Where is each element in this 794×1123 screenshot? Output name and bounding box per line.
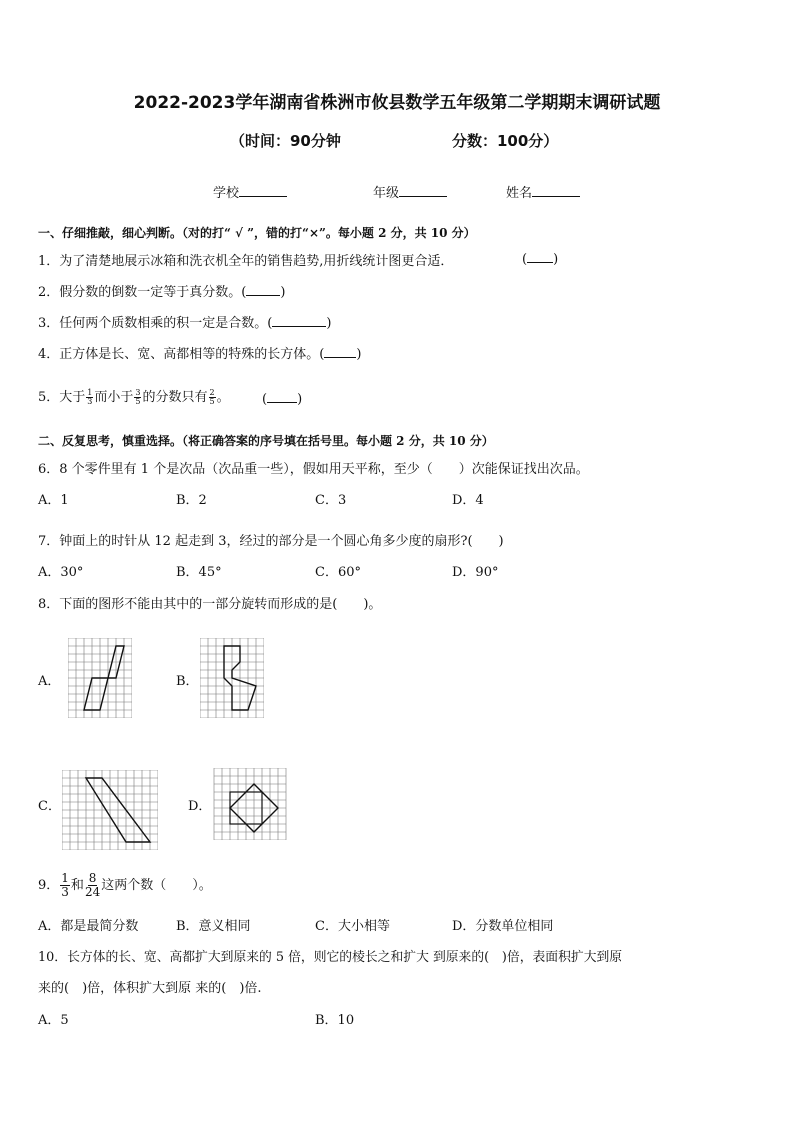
- paren-open: (: [267, 316, 273, 331]
- q8-option-a-label[interactable]: A．: [38, 674, 61, 689]
- name-label: 姓名: [506, 186, 533, 201]
- question-3-text: 3．任何两个质数相乘的积一定是合数。: [38, 316, 268, 331]
- grade-blank[interactable]: [399, 184, 447, 197]
- q7-option-c[interactable]: C．60°: [315, 565, 361, 580]
- q7-option-d[interactable]: D．90°: [452, 565, 499, 580]
- q8-option-d-label[interactable]: D．: [188, 799, 212, 814]
- q9-option-b[interactable]: B．意义相同: [176, 919, 251, 934]
- fraction-three-fifths: $\frac{3}{5}$: [135, 388, 141, 406]
- q9-option-c[interactable]: C．大小相等: [315, 919, 390, 934]
- q8-option-c-label[interactable]: C．: [38, 799, 61, 814]
- fraction-two-fifths: $\frac{2}{5}$: [209, 388, 215, 406]
- paren-close: ): [280, 285, 286, 300]
- question-1-text: 1．为了清楚地展示冰箱和洗衣机全年的销售趋势,用折线统计图更合适．: [38, 254, 454, 269]
- paren-close: ): [356, 347, 362, 362]
- question-8: 8．下面的图形不能由其中的一部分旋转而形成的是( )。: [38, 597, 382, 612]
- q8-figure-c[interactable]: [62, 770, 158, 850]
- q7-option-b[interactable]: B．45°: [176, 565, 222, 580]
- school-blank[interactable]: [239, 184, 287, 197]
- q8-figure-a[interactable]: [68, 638, 132, 718]
- paren-close: ): [326, 316, 332, 331]
- answer-1-blank[interactable]: [527, 250, 553, 263]
- school-field[interactable]: [213, 182, 287, 201]
- q10-option-a[interactable]: A．5: [38, 1013, 69, 1028]
- question-9: [38, 872, 212, 899]
- question-6: 6．8 个零件里有 1 个是次品（次品重一些），假如用天平称，至少（ ）次能保证找出次品。: [38, 462, 589, 477]
- q6-option-b[interactable]: B．2: [176, 493, 207, 508]
- question-10-line1: 10．长方体的长、宽、高都扩大到原来的 5 倍，则它的棱长之和扩大 到原来的( )倍，表面积扩大到原: [38, 950, 623, 965]
- question-7: 7．钟面上的时针从 12 起走到 3，经过的部分是一个圆心角多少度的扇形?( ): [38, 534, 504, 549]
- grade-field[interactable]: [373, 182, 447, 201]
- answer-5-blank[interactable]: [267, 390, 297, 403]
- q5-mid2: 的分数只有: [142, 390, 208, 405]
- q5-mid1: 而小于: [94, 390, 134, 405]
- q9-and: 和: [70, 878, 84, 893]
- paren-close: ): [553, 252, 559, 267]
- fraction-one-third: $\frac{1}{3}$: [87, 388, 93, 406]
- q9-prefix: 9．: [38, 878, 60, 893]
- q8-figure-b[interactable]: [200, 638, 264, 718]
- paren-open: (: [241, 285, 247, 300]
- name-field[interactable]: [506, 182, 580, 201]
- paren-close: ): [297, 392, 303, 407]
- question-10-line2: 来的( )倍，体积扩大到原 来的( )倍.: [38, 981, 262, 996]
- q5-end: 。: [216, 390, 230, 405]
- question-5: [38, 386, 230, 406]
- answer-5[interactable]: [262, 390, 302, 407]
- q5-prefix: 5．大于: [38, 390, 86, 405]
- answer-2-blank[interactable]: [246, 283, 280, 296]
- paren-open: (: [522, 252, 528, 267]
- q10-option-b[interactable]: B．10: [315, 1013, 355, 1028]
- school-label: 学校: [213, 186, 240, 201]
- fraction-eight-24ths: $\frac{8}{24}$: [84, 871, 101, 899]
- answer-4-blank[interactable]: [324, 345, 356, 358]
- q9-suffix: 这两个数（ ）。: [101, 878, 212, 893]
- q6-option-a[interactable]: A．1: [38, 493, 69, 508]
- q6-option-d[interactable]: D．4: [452, 493, 484, 508]
- q8-figure-d[interactable]: [212, 768, 290, 840]
- question-2-text: 2．假分数的倒数一定等于真分数。: [38, 285, 242, 300]
- q9-option-d[interactable]: D．分数单位相同: [452, 919, 554, 934]
- question-4-text: 4．正方体是长、宽、高都相等的特殊的长方体。: [38, 347, 320, 362]
- question-1: [38, 250, 453, 269]
- q8-option-b-label[interactable]: B．: [176, 674, 199, 689]
- question-3: [38, 312, 331, 331]
- paren-open: (: [319, 347, 325, 362]
- section1-heading: 一、仔细推敲，细心判断。（对的打“ √ ”，错的打“×”。每小题 2 分，共 10 分）: [38, 226, 476, 240]
- fraction-one-third-large: $\frac{1}{3}$: [61, 871, 69, 899]
- q9-option-a[interactable]: A．都是最简分数: [38, 919, 139, 934]
- time-label: （时间：90分钟: [230, 132, 341, 150]
- answer-1[interactable]: [522, 250, 558, 267]
- score-label: 分数：100分）: [452, 132, 559, 150]
- name-blank[interactable]: [532, 184, 580, 197]
- page-title: 2022-2023学年湖南省株洲市攸县数学五年级第二学期期末调研试题: [133, 93, 661, 113]
- q6-option-c[interactable]: C．3: [315, 493, 347, 508]
- answer-3-blank[interactable]: [272, 314, 326, 327]
- section2-heading: 二、反复思考，慎重选择。（将正确答案的序号填在括号里。每小题 2 分，共 10 分）: [38, 434, 494, 448]
- q7-option-a[interactable]: A．30°: [38, 565, 84, 580]
- grade-label: 年级: [373, 186, 400, 201]
- question-2: [38, 281, 285, 300]
- question-4: [38, 343, 361, 362]
- paren-open: (: [262, 392, 268, 407]
